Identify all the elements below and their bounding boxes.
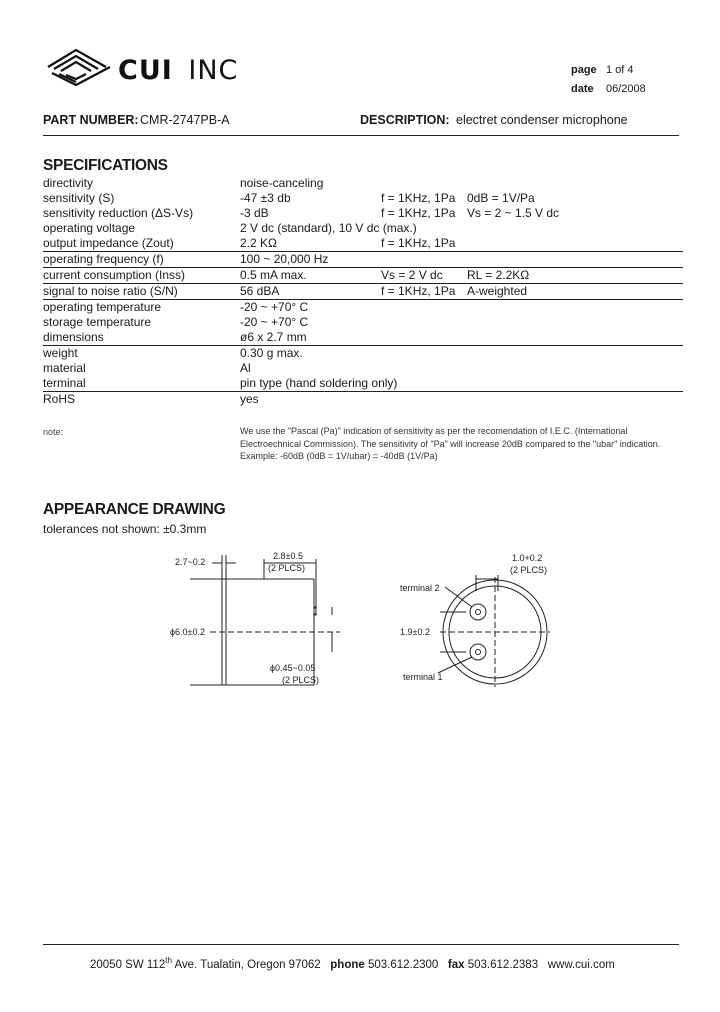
cui-logo-icon	[46, 47, 114, 87]
spec-param: operating frequency (f)	[43, 252, 164, 266]
spec-condition-2: A-weighted	[467, 284, 528, 298]
spec-param: dimensions	[43, 330, 104, 344]
spec-value: 100 ~ 20,000 Hz	[240, 252, 329, 266]
spec-row	[43, 191, 683, 206]
note-label: note:	[43, 427, 64, 437]
spec-value: 56 dBA	[240, 284, 280, 298]
date-label: date	[571, 83, 594, 95]
spec-row	[43, 346, 683, 361]
footer-address-sup: th	[165, 956, 172, 965]
spec-condition: f = 1KHz, 1Pa	[381, 284, 456, 298]
footer-website-link[interactable]: www.cui.com	[547, 958, 615, 971]
spec-param: storage temperature	[43, 315, 152, 329]
pin-length-qty: (2 PLCS)	[268, 563, 306, 573]
spec-param: operating temperature	[43, 300, 162, 314]
page-value: 1 of 4	[606, 64, 634, 76]
spec-param: output impedance (Zout)	[43, 236, 174, 250]
spec-value: yes	[240, 392, 259, 406]
company-name: CUI	[118, 55, 173, 86]
spec-condition: f = 1KHz, 1Pa	[381, 206, 456, 220]
footer-phone-label: phone	[330, 958, 365, 971]
spec-row	[43, 376, 683, 392]
spec-value: 2 V dc (standard), 10 V dc (max.)	[240, 221, 417, 235]
spec-row	[43, 330, 683, 346]
pin-length-label: 2.8±0.5	[273, 551, 303, 561]
pin-spacing-v-label: 1.9±0.2	[400, 627, 430, 637]
spec-param: terminal	[43, 376, 86, 390]
spec-value: -47 ±3 db	[240, 191, 291, 205]
description-value: electret condenser microphone	[456, 113, 628, 127]
spec-value: -20 ~ +70° C	[240, 315, 309, 329]
specifications-title: SPECIFICATIONS	[43, 157, 168, 174]
spec-row	[43, 315, 683, 330]
spec-param: RoHS	[43, 392, 76, 406]
pin-diameter-qty: (2 PLCS)	[282, 675, 320, 685]
footer-address-post: Ave. Tualatin, Oregon 97062	[171, 958, 321, 971]
spec-row	[43, 221, 683, 236]
spec-row	[43, 236, 683, 252]
spec-param: sensitivity (S)	[43, 191, 115, 205]
footer-fax-label: fax	[447, 958, 465, 971]
spec-param: directivity	[43, 176, 94, 190]
spec-row	[43, 176, 683, 191]
terminal-1-pad	[470, 644, 486, 660]
spec-param: operating voltage	[43, 221, 136, 235]
spec-param: weight	[43, 346, 78, 360]
spec-value: -20 ~ +70° C	[240, 300, 309, 314]
terminal-1-label: terminal 1	[403, 672, 443, 682]
spec-condition-2: 0dB = 1V/Pa	[467, 191, 535, 205]
footer-phone: 503.612.2300	[367, 958, 439, 971]
spec-row	[43, 268, 683, 284]
date-value: 06/2008	[606, 83, 646, 95]
spec-row	[43, 252, 683, 268]
spec-row	[43, 206, 683, 221]
part-number-value: CMR-2747PB-A	[140, 113, 230, 127]
footer-contact	[90, 956, 615, 971]
spec-value: 0.30 g max.	[240, 346, 303, 360]
appearance-drawing	[160, 545, 580, 695]
spec-condition: f = 1KHz, 1Pa	[381, 191, 456, 205]
footer-fax: 503.612.2383	[467, 958, 539, 971]
part-number-label: PART NUMBER:	[43, 113, 139, 127]
spec-param: current consumption (Inss)	[43, 268, 186, 282]
spec-param: sensitivity reduction (ΔS-Vs)	[43, 206, 194, 220]
description-label: DESCRIPTION:	[360, 113, 450, 127]
spec-value: Al	[240, 361, 251, 375]
spec-row	[43, 392, 683, 407]
spec-row	[43, 361, 683, 376]
spec-row	[43, 300, 683, 315]
note-text: We use the "Pascal (Pa)" indication of sensitivity as per the recomendation of I.E.C. (International Electroechnical Commission). The sensitivity of "Pa" will increase 20dB compared to the "ubar" indication. Example: -60dB (0dB = 1V/ubar) = -40dB (1V/Pa)	[240, 426, 661, 461]
spec-value: pin type (hand soldering only)	[240, 376, 398, 390]
spec-condition: f = 1KHz, 1Pa	[381, 236, 456, 250]
pin-spacing-h-qty: (2 PLCS)	[510, 565, 548, 575]
spec-value: noise-canceling	[240, 176, 324, 190]
footer-rule	[43, 944, 679, 945]
pin-diameter-label: ϕ0.45~0.05	[270, 663, 316, 673]
tolerance-note: tolerances not shown: ±0.3mm	[43, 522, 207, 536]
diameter-label: ϕ6.0±0.2	[170, 627, 206, 637]
spec-value: ø6 x 2.7 mm	[240, 330, 307, 344]
spec-condition-2: Vs = 2 ~ 1.5 V dc	[467, 206, 560, 220]
spec-param: signal to noise ratio (S/N)	[43, 284, 178, 298]
company-logo-text	[118, 55, 238, 86]
company-suffix: INC	[188, 55, 239, 86]
spec-condition: Vs = 2 V dc	[381, 268, 443, 282]
spec-param: material	[43, 361, 86, 375]
spec-condition-2: RL = 2.2KΩ	[467, 268, 530, 282]
spec-value: -3 dB	[240, 206, 269, 220]
terminal-2-label: terminal 2	[400, 583, 440, 593]
footer-address-pre: 20050 SW 112	[90, 958, 166, 971]
spec-value: 2.2 KΩ	[240, 236, 277, 250]
spec-value: 0.5 mA max.	[240, 268, 307, 282]
depth-label: 2.7~0.2	[175, 557, 206, 567]
spec-row	[43, 284, 683, 300]
terminal-2-pad	[470, 604, 486, 620]
pin-spacing-h-label: 1.0+0.2	[512, 553, 543, 563]
page-label: page	[571, 64, 597, 76]
header-rule	[43, 135, 679, 136]
appearance-title: APPEARANCE DRAWING	[43, 501, 226, 518]
